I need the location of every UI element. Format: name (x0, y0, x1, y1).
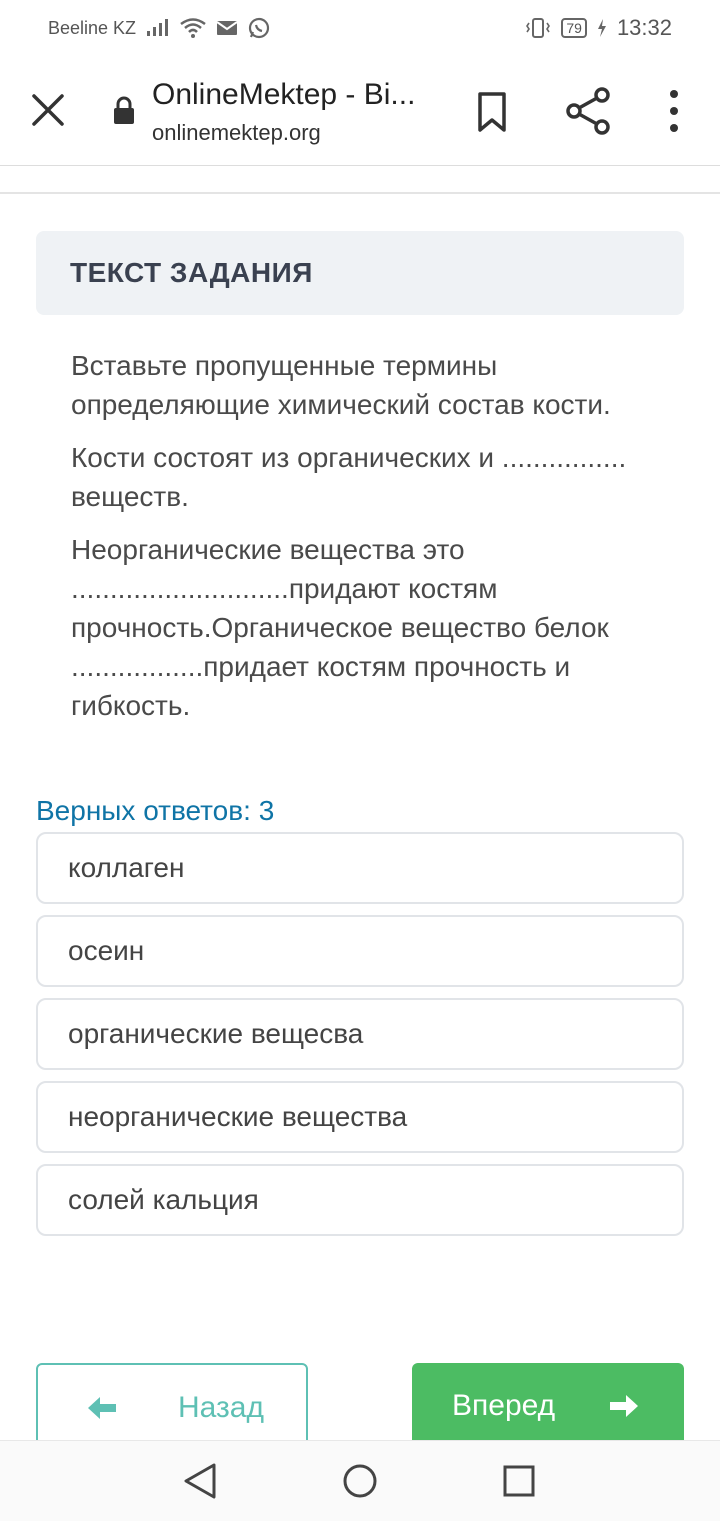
wifi-icon (180, 18, 206, 38)
charging-icon (597, 19, 607, 37)
answer-option-label: осеин (68, 935, 145, 966)
answer-option-label: органические вещесва (68, 1018, 364, 1049)
arrow-right-icon (608, 1393, 640, 1419)
page-url[interactable]: onlinemektep.org (152, 120, 321, 145)
task-header-label: ТЕКСТ ЗАДАНИЯ (70, 257, 313, 288)
task-header (36, 231, 684, 315)
answer-option-label: коллаген (68, 852, 185, 883)
back-button-label: Назад (178, 1391, 264, 1424)
more-menu-icon[interactable] (660, 88, 688, 134)
browser-toolbar (0, 56, 720, 166)
answer-option[interactable] (36, 1081, 684, 1153)
answer-option[interactable] (36, 832, 684, 904)
nav-recent-apps-icon[interactable] (503, 1465, 535, 1497)
correct-answers-count: Верных ответов: 3 (36, 795, 275, 826)
answer-option[interactable] (36, 915, 684, 987)
next-button-label: Вперед (452, 1389, 556, 1422)
nav-back-icon[interactable] (182, 1462, 218, 1500)
answer-option[interactable] (36, 1164, 684, 1236)
close-icon[interactable] (28, 90, 68, 130)
system-nav-bar (0, 1440, 720, 1521)
lock-icon (112, 96, 136, 126)
status-bar (0, 0, 720, 56)
question-paragraph: Неорганические вещества это ............................придают костям прочность.Органическое вещество белок .................придает костям прочность и гибкость. (71, 534, 609, 721)
vibrate-icon (525, 17, 551, 39)
page-title[interactable]: OnlineMektep - Bi... (152, 78, 416, 111)
question-paragraph: Вставьте пропущенные термины определяющие химический состав кости. (71, 350, 611, 420)
share-icon[interactable] (564, 86, 612, 136)
battery-level: 79 (561, 18, 587, 38)
divider (0, 192, 720, 194)
status-time: 13:32 (616, 15, 672, 40)
answer-option-label: солей кальция (68, 1184, 259, 1215)
arrow-left-icon (86, 1395, 118, 1421)
mail-icon (216, 20, 238, 36)
answer-option[interactable] (36, 998, 684, 1070)
answer-option-label: неорганические вещества (68, 1101, 408, 1132)
signal-icon (146, 19, 170, 37)
question-paragraph: Кости состоят из органических и ................ веществ. (71, 442, 627, 512)
bookmark-icon[interactable] (470, 90, 514, 134)
nav-home-icon[interactable] (342, 1463, 378, 1499)
question-text (71, 346, 671, 739)
carrier-label: Beeline KZ (48, 17, 137, 38)
whatsapp-icon (248, 17, 270, 39)
